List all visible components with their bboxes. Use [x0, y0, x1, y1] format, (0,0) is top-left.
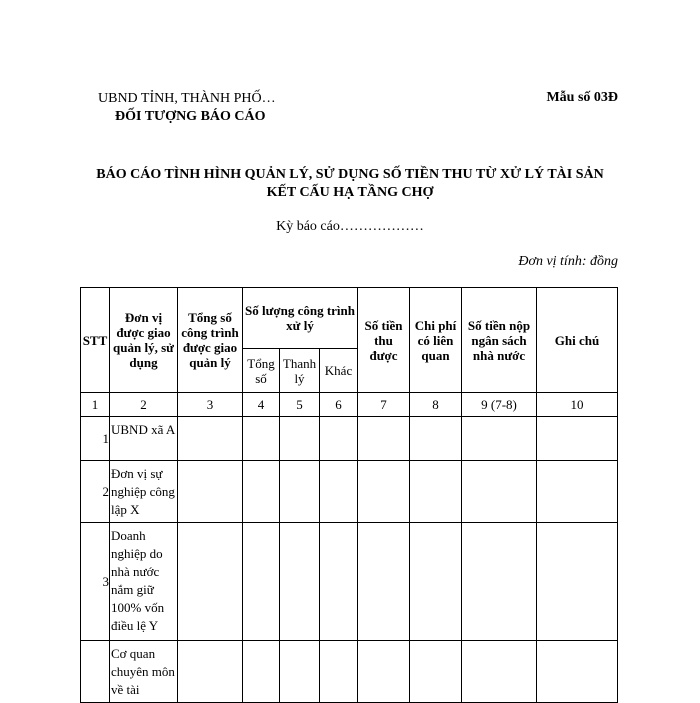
row-unit-name: Cơ quan chuyên môn về tài	[110, 641, 178, 703]
column-number: 3	[178, 393, 243, 417]
cell-processed-other	[320, 641, 358, 703]
cell-related-expenses	[410, 523, 462, 641]
table-row	[81, 461, 618, 523]
row-unit-name: Doanh nghiệp do nhà nước nắm giữ 100% vốn điều lệ Y	[110, 523, 178, 641]
row-unit-name: UBND xã A	[110, 417, 178, 461]
cell-processed-other	[320, 523, 358, 641]
column-number: 10	[537, 393, 618, 417]
cell-processed-liquidated	[280, 461, 320, 523]
cell-related-expenses	[410, 417, 462, 461]
cell-processed-total	[243, 461, 280, 523]
cell-notes	[537, 417, 618, 461]
cell-total-works	[178, 641, 243, 703]
report-period: Kỳ báo cáo………………	[276, 219, 424, 234]
cell-paid-to-budget	[462, 461, 537, 523]
cell-notes	[537, 461, 618, 523]
cell-amount-collected	[358, 417, 410, 461]
currency-unit-note: Đơn vị tính: đồng	[518, 254, 618, 269]
header-stt: STT	[81, 288, 110, 393]
header-managing-unit: Đơn vị được giao quản lý, sử dụng	[110, 288, 178, 393]
column-number: 1	[81, 393, 110, 417]
report-title: BÁO CÁO TÌNH HÌNH QUẢN LÝ, SỬ DỤNG SỐ TIỀN THU TỪ XỬ LÝ TÀI SẢN KẾT CẤU HẠ TẦNG CHỢ	[96, 167, 604, 200]
header-amount-collected: Số tiền thu được	[358, 288, 410, 393]
cell-total-works	[178, 523, 243, 641]
header-processed-other: Khác	[320, 349, 358, 393]
cell-related-expenses	[410, 461, 462, 523]
cell-processed-liquidated	[280, 523, 320, 641]
cell-paid-to-budget	[462, 523, 537, 641]
column-number: 2	[110, 393, 178, 417]
header-processed-liquidated: Thanh lý	[280, 349, 320, 393]
table-row	[81, 523, 618, 641]
header-notes: Ghi chú	[537, 288, 618, 393]
row-stt	[81, 641, 110, 703]
header-processed-works: Số lượng công trình xử lý	[243, 288, 358, 349]
cell-related-expenses	[410, 641, 462, 703]
column-number: 9 (7-8)	[462, 393, 537, 417]
header-paid-to-budget: Số tiền nộp ngân sách nhà nước	[462, 288, 537, 393]
cell-notes	[537, 523, 618, 641]
header-processed-total: Tổng số	[243, 349, 280, 393]
cell-notes	[537, 641, 618, 703]
cell-processed-other	[320, 417, 358, 461]
row-stt: 2	[81, 461, 110, 523]
cell-paid-to-budget	[462, 417, 537, 461]
column-number: 7	[358, 393, 410, 417]
cell-total-works	[178, 461, 243, 523]
issuing-authority	[98, 90, 298, 126]
cell-amount-collected	[358, 523, 410, 641]
column-number: 8	[410, 393, 462, 417]
cell-paid-to-budget	[462, 641, 537, 703]
cell-total-works	[178, 417, 243, 461]
cell-processed-liquidated	[280, 417, 320, 461]
row-unit-name: Đơn vị sự nghiệp công lập X	[110, 461, 178, 523]
cell-processed-total	[243, 523, 280, 641]
report-subject-label: ĐỐI TƯỢNG BÁO CÁO	[115, 109, 266, 124]
header-total-works: Tổng số công trình được giao quản lý	[178, 288, 243, 393]
header-related-expenses: Chi phí có liên quan	[410, 288, 462, 393]
cell-processed-liquidated	[280, 641, 320, 703]
report-table	[80, 287, 618, 703]
cell-processed-total	[243, 641, 280, 703]
row-stt: 1	[81, 417, 110, 461]
cell-amount-collected	[358, 641, 410, 703]
column-number: 4	[243, 393, 280, 417]
cell-processed-total	[243, 417, 280, 461]
province-label: UBND TỈNH, THÀNH PHỐ…	[98, 91, 276, 106]
table-row	[81, 417, 618, 461]
cell-processed-other	[320, 461, 358, 523]
column-number-row	[81, 393, 618, 417]
cell-amount-collected	[358, 461, 410, 523]
table-row	[81, 641, 618, 703]
column-number: 5	[280, 393, 320, 417]
form-number: Mẫu số 03Đ	[546, 90, 618, 105]
column-number: 6	[320, 393, 358, 417]
row-stt: 3	[81, 523, 110, 641]
